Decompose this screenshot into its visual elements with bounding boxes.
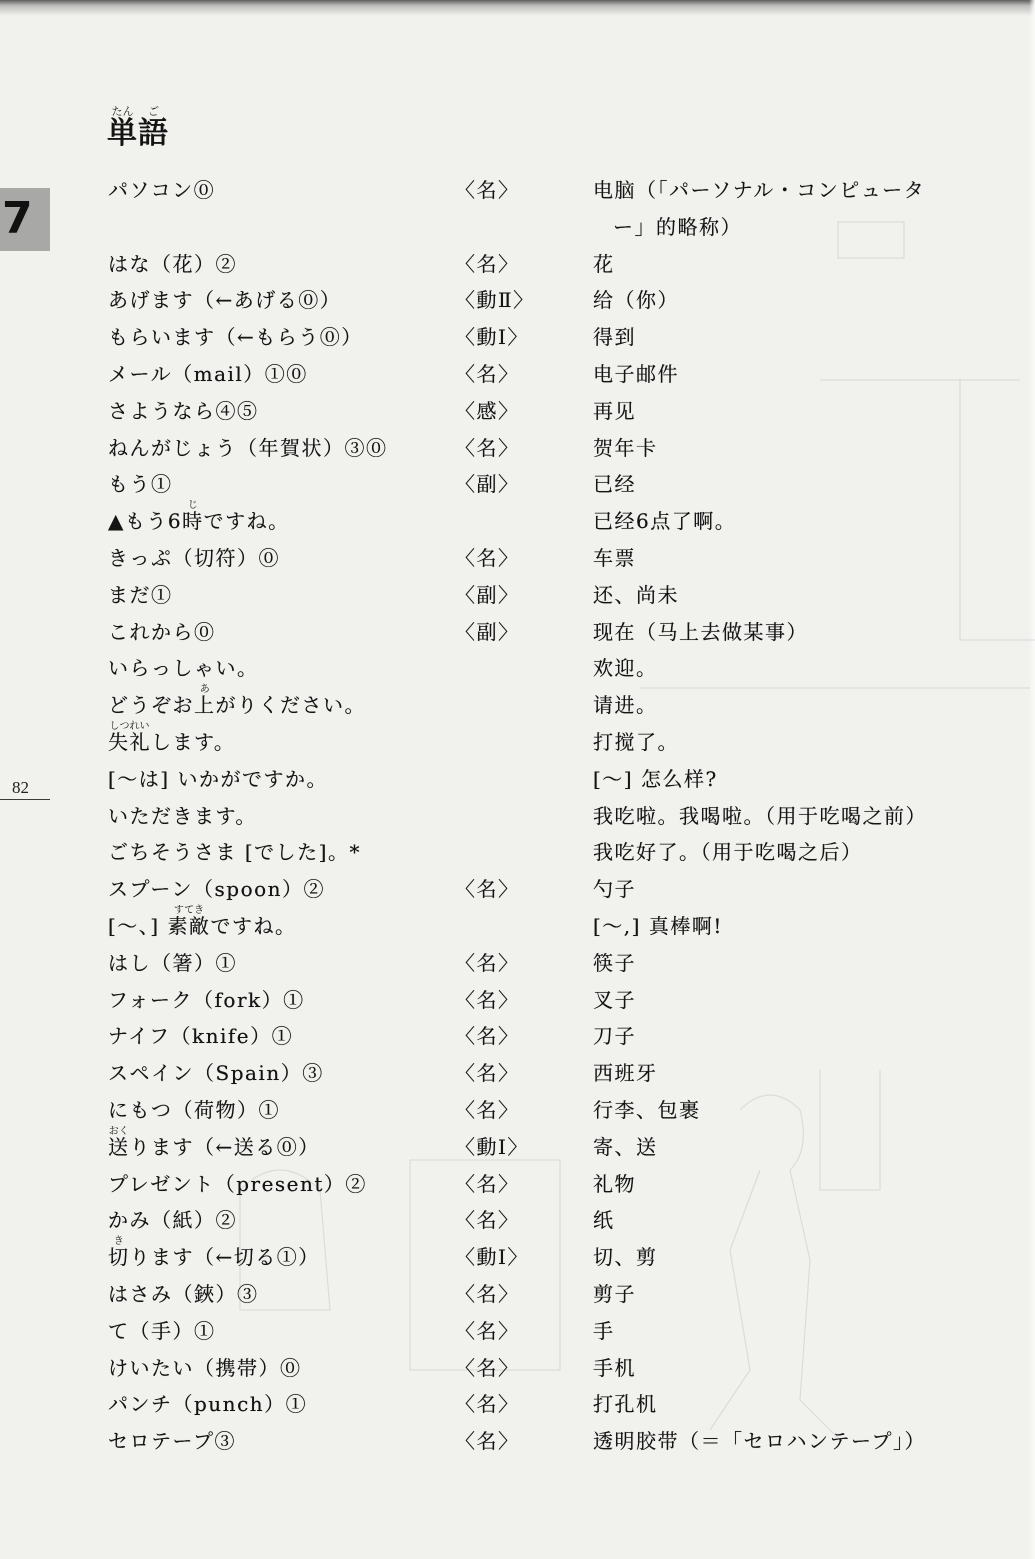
- vocab-entry: [108, 650, 988, 687]
- part-of-speech: 〈名〉: [455, 987, 520, 1012]
- vocab-entry: [108, 1236, 988, 1276]
- meaning-line: 欢迎。: [593, 656, 658, 681]
- vocab-meaning: [593, 1092, 988, 1129]
- word-segment: はさみ（鋏）③: [108, 1281, 259, 1306]
- vocab-entry: [108, 1202, 988, 1239]
- vocab-meaning: [593, 540, 988, 577]
- vocab-meaning: [593, 614, 988, 651]
- meaning-line: 还、尚未: [593, 582, 679, 607]
- part-of-speech: 〈動Ⅰ〉: [455, 1134, 529, 1159]
- word-segment: ですね。: [210, 913, 297, 938]
- vocab-word: [108, 1018, 455, 1055]
- part-of-speech: 〈名〉: [455, 1024, 520, 1049]
- part-of-speech: 〈名〉: [455, 178, 520, 202]
- vocab-entry: [108, 1018, 988, 1055]
- part-of-speech: 〈名〉: [455, 950, 520, 975]
- vocab-entry: [108, 982, 988, 1019]
- meaning-line: 打搅了。: [593, 729, 679, 754]
- word-segment: けいたい（携帯）⓪: [108, 1355, 302, 1380]
- meaning-line: 剪子: [593, 1281, 636, 1306]
- part-of-speech: 〈名〉: [455, 1208, 520, 1233]
- word-segment: ります（←切る①）: [129, 1245, 320, 1270]
- meaning-line: 给（你）: [593, 288, 679, 313]
- vocab-meaning: [593, 282, 988, 319]
- meaning-line: 纸: [593, 1208, 615, 1233]
- vocab-meaning: [593, 871, 988, 908]
- meaning-line: 花: [593, 251, 615, 276]
- vocab-word: [108, 982, 455, 1019]
- chapter-number: 7: [2, 193, 33, 244]
- meaning-line: 礼物: [593, 1171, 636, 1196]
- vocab-word: [108, 945, 455, 982]
- vocab-meaning: [593, 319, 988, 356]
- word-segment: [～、]: [108, 913, 168, 938]
- part-of-speech: 〈名〉: [455, 1171, 520, 1196]
- meaning-line: [～] 怎么样?: [593, 766, 718, 791]
- meaning-line: 透明胶带（＝「セロハンテープ」）: [593, 1429, 926, 1454]
- vocab-word: [108, 1055, 455, 1092]
- vocab-word: [108, 761, 455, 798]
- vocab-meaning: [593, 945, 988, 982]
- furigana-group: [108, 1125, 130, 1166]
- vocab-meaning: [593, 761, 988, 798]
- vocab-meaning: [593, 246, 988, 283]
- part-of-speech: 〈副〉: [455, 582, 520, 607]
- vocabulary-list: [108, 172, 988, 1460]
- furigana-base: 失礼: [108, 729, 151, 754]
- word-segment: もらいます（←もらう⓪）: [108, 325, 363, 350]
- furigana-group: [138, 105, 169, 152]
- furigana-base: 時: [182, 509, 204, 534]
- vocab-word: [108, 1313, 455, 1350]
- vocab-entry: [108, 1423, 988, 1460]
- vocab-entry: [108, 466, 988, 503]
- furigana-group: [108, 720, 151, 761]
- vocab-entry: [108, 282, 988, 319]
- meaning-line: 切、剪: [593, 1245, 658, 1270]
- vocab-meaning: [593, 982, 988, 1019]
- vocab-entry: [108, 1313, 988, 1350]
- vocab-word: [108, 540, 455, 577]
- vocab-word: [108, 1276, 455, 1313]
- word-segment: メール（mail）①⓪: [108, 361, 308, 386]
- furigana-reading: ご: [148, 105, 159, 118]
- word-segment: かみ（紙）②: [108, 1208, 237, 1233]
- part-of-speech: 〈名〉: [455, 1355, 520, 1380]
- part-of-speech: [455, 503, 593, 540]
- word-segment: いただきます。: [108, 803, 257, 828]
- vocab-entry: [108, 1276, 988, 1313]
- part-of-speech: 〈名〉: [455, 251, 520, 276]
- vocab-meaning: [593, 1350, 988, 1387]
- word-segment: します。: [151, 729, 236, 754]
- meaning-line: 西班牙: [593, 1061, 658, 1086]
- vocab-word: [108, 684, 455, 724]
- part-of-speech: [455, 724, 593, 761]
- vocab-word: [108, 577, 455, 614]
- word-segment: がりください。: [215, 693, 366, 718]
- meaning-line: 已经: [593, 472, 636, 497]
- furigana-reading: き: [113, 1236, 124, 1248]
- word-segment: ▲もう6: [108, 509, 183, 534]
- vocab-word: [108, 1125, 455, 1166]
- vocab-meaning: [593, 1202, 988, 1239]
- word-segment: [～は] いかがですか。: [108, 766, 328, 791]
- vocab-word: [108, 319, 455, 356]
- furigana-reading: あ: [199, 684, 210, 696]
- vocab-meaning: [593, 798, 988, 835]
- meaning-line: 车票: [593, 545, 636, 570]
- word-segment: ねんがじょう（年賀状）③⓪: [108, 435, 388, 460]
- word-segment: きっぷ（切符）⓪: [108, 545, 280, 570]
- vocab-word: [108, 1350, 455, 1387]
- word-segment: もう①: [108, 472, 173, 497]
- vocab-meaning: [593, 1276, 988, 1313]
- furigana-group: [107, 105, 138, 152]
- word-segment: いらっしゃい。: [108, 656, 259, 681]
- word-segment: プレゼント（present）②: [108, 1171, 367, 1196]
- meaning-line: 叉子: [593, 987, 636, 1012]
- meaning-line: 再见: [593, 398, 636, 423]
- word-segment: パソコン⓪: [108, 178, 216, 202]
- part-of-speech: 〈名〉: [455, 1318, 520, 1343]
- page-number-rule: [0, 799, 50, 800]
- vocab-meaning: [593, 1239, 988, 1276]
- word-segment: あげます（←あげる⓪）: [108, 288, 342, 313]
- part-of-speech: 〈名〉: [455, 1061, 520, 1086]
- vocab-meaning: [593, 393, 988, 430]
- vocab-meaning: [593, 430, 988, 467]
- vocab-entry: [108, 500, 988, 540]
- meaning-line: 打孔机: [593, 1392, 658, 1417]
- vocab-meaning: [593, 172, 988, 246]
- part-of-speech: 〈感〉: [455, 398, 520, 423]
- vocab-word: [108, 650, 455, 687]
- meaning-line: 手机: [593, 1355, 636, 1380]
- meaning-line: 刀子: [593, 1024, 636, 1049]
- vocab-word: [108, 1236, 455, 1276]
- furigana-base: 送: [108, 1134, 130, 1159]
- vocab-entry: [108, 834, 988, 871]
- vocab-word: [108, 246, 455, 283]
- part-of-speech: [455, 650, 593, 687]
- meaning-line: 现在（马上去做某事）: [593, 619, 808, 644]
- vocab-word: [108, 1092, 455, 1129]
- part-of-speech: 〈副〉: [455, 619, 520, 644]
- vocab-word: [108, 430, 455, 467]
- vocab-word: [108, 614, 455, 651]
- meaning-line: 我吃好了。（用于吃喝之后）: [593, 840, 863, 865]
- part-of-speech: 〈名〉: [455, 1281, 520, 1306]
- word-segment: ごちそうさま [でした]。*: [108, 840, 361, 865]
- vocab-entry: [108, 798, 988, 835]
- word-segment: パンチ（punch）①: [108, 1392, 308, 1417]
- vocab-entry: [108, 871, 988, 908]
- word-segment: どうぞお: [108, 693, 194, 718]
- part-of-speech: [455, 687, 593, 724]
- vocab-entry: [108, 904, 988, 945]
- word-segment: はし（箸）①: [108, 950, 237, 975]
- section-title: [107, 105, 169, 152]
- vocab-meaning: [593, 834, 988, 871]
- vocab-word: [108, 500, 455, 540]
- vocab-entry: [108, 1125, 988, 1166]
- vocab-entry: [108, 614, 988, 651]
- vocab-word: [108, 466, 455, 503]
- vocab-entry: [108, 430, 988, 467]
- part-of-speech: [455, 798, 593, 835]
- vocab-entry: [108, 540, 988, 577]
- word-segment: て（手）①: [108, 1318, 216, 1343]
- part-of-speech: 〈動Ⅱ〉: [455, 288, 535, 313]
- vocab-word: [108, 1386, 455, 1423]
- word-segment: フォーク（fork）①: [108, 987, 305, 1012]
- part-of-speech: 〈名〉: [455, 1097, 520, 1122]
- word-segment: ですね。: [203, 509, 290, 534]
- vocab-entry: [108, 1166, 988, 1203]
- meaning-line: 寄、送: [593, 1134, 658, 1159]
- furigana-reading: しつれい: [109, 720, 150, 732]
- furigana-group: [194, 684, 216, 724]
- vocab-meaning: [593, 466, 988, 503]
- vocab-entry: [108, 1092, 988, 1129]
- vocab-meaning: [593, 503, 988, 540]
- vocab-meaning: [593, 577, 988, 614]
- vocab-entry: [108, 319, 988, 356]
- part-of-speech: 〈名〉: [455, 1392, 520, 1417]
- furigana-group: [108, 1236, 130, 1276]
- vocab-meaning: [593, 1018, 988, 1055]
- vocab-entry: [108, 172, 988, 246]
- part-of-speech: [455, 761, 593, 798]
- meaning-line: 电脑（「パーソナル・コンピュータ: [593, 178, 926, 202]
- part-of-speech: 〈動Ⅰ〉: [455, 325, 529, 350]
- vocab-entry: [108, 684, 988, 724]
- furigana-base: 素敵: [167, 913, 211, 938]
- vocab-meaning: [593, 724, 988, 761]
- meaning-line: 请进。: [593, 693, 658, 718]
- furigana-base: 語: [138, 116, 169, 151]
- vocab-entry: [108, 393, 988, 430]
- scan-edge-shadow: [0, 0, 1035, 16]
- vocab-entry: [108, 246, 988, 283]
- vocab-word: [108, 1423, 455, 1460]
- vocab-meaning: [593, 1313, 988, 1350]
- vocab-meaning: [593, 908, 988, 945]
- word-segment: さようなら④⑤: [108, 398, 259, 423]
- part-of-speech: [455, 908, 593, 945]
- word-segment: これから⓪: [108, 619, 216, 644]
- part-of-speech: [455, 834, 593, 871]
- scan-edge-highlight: [1029, 0, 1035, 1559]
- word-segment: セロテープ③: [108, 1429, 236, 1454]
- meaning-line: 行李、包裹: [593, 1097, 701, 1122]
- furigana-group: [182, 500, 204, 540]
- furigana-reading: たん: [111, 105, 134, 118]
- meaning-line: 得到: [593, 325, 636, 350]
- vocab-word: [108, 172, 455, 246]
- vocab-entry: [108, 1350, 988, 1387]
- meaning-line: 已经6点了啊。: [593, 509, 737, 534]
- part-of-speech: 〈名〉: [455, 545, 520, 570]
- vocab-meaning: [593, 356, 988, 393]
- vocab-meaning: [593, 687, 988, 724]
- vocab-meaning: [593, 1166, 988, 1203]
- word-segment: ナイフ（knife）①: [108, 1024, 294, 1049]
- part-of-speech: 〈名〉: [455, 435, 520, 460]
- part-of-speech: 〈副〉: [455, 472, 520, 497]
- vocab-meaning: [593, 650, 988, 687]
- furigana-reading: すてき: [173, 904, 205, 916]
- vocab-meaning: [593, 1129, 988, 1166]
- vocab-word: [108, 1202, 455, 1239]
- vocab-word: [108, 798, 455, 835]
- furigana-base: 上: [194, 693, 216, 718]
- part-of-speech: 〈名〉: [455, 1429, 520, 1454]
- vocab-word: [108, 282, 455, 319]
- word-segment: まだ①: [108, 582, 173, 607]
- vocab-entry: [108, 577, 988, 614]
- part-of-speech: 〈名〉: [455, 877, 520, 902]
- vocab-meaning: [593, 1423, 988, 1460]
- meaning-line: 筷子: [593, 950, 636, 975]
- vocab-word: [108, 834, 455, 871]
- chapter-tab: [0, 188, 50, 251]
- vocab-word: [108, 356, 455, 393]
- meaning-line: [～,] 真棒啊!: [593, 913, 723, 938]
- vocab-word: [108, 393, 455, 430]
- vocab-word: [108, 871, 455, 908]
- furigana-reading: おく: [108, 1125, 129, 1137]
- word-segment: はな（花）②: [108, 251, 237, 276]
- word-segment: スプーン（spoon）②: [108, 877, 326, 902]
- vocab-entry: [108, 356, 988, 393]
- meaning-line: ー」的略称）: [613, 214, 742, 239]
- vocab-entry: [108, 1055, 988, 1092]
- vocab-word: [108, 720, 455, 761]
- word-segment: スペイン（Spain）③: [108, 1061, 324, 1086]
- word-segment: にもつ（荷物）①: [108, 1097, 280, 1122]
- meaning-line: 我吃啦。我喝啦。（用于吃喝之前）: [593, 803, 927, 828]
- furigana-reading: じ: [187, 500, 198, 512]
- furigana-base: 切: [108, 1245, 130, 1270]
- vocab-meaning: [593, 1386, 988, 1423]
- meaning-line: 电子邮件: [593, 361, 679, 386]
- vocab-entry: [108, 761, 988, 798]
- page-number: 82: [12, 778, 29, 797]
- word-segment: ります（←送る⓪）: [129, 1134, 320, 1159]
- furigana-group: [167, 904, 211, 945]
- meaning-line: 手: [593, 1318, 615, 1343]
- meaning-line: 勺子: [593, 877, 636, 902]
- vocab-word: [108, 1166, 455, 1203]
- furigana-base: 単: [107, 116, 138, 151]
- vocab-word: [108, 904, 455, 945]
- vocab-entry: [108, 1386, 988, 1423]
- meaning-line: 贺年卡: [593, 435, 658, 460]
- vocab-entry: [108, 720, 988, 761]
- vocab-meaning: [593, 1055, 988, 1092]
- part-of-speech: 〈名〉: [455, 361, 520, 386]
- part-of-speech: 〈動Ⅰ〉: [455, 1245, 529, 1270]
- vocab-entry: [108, 945, 988, 982]
